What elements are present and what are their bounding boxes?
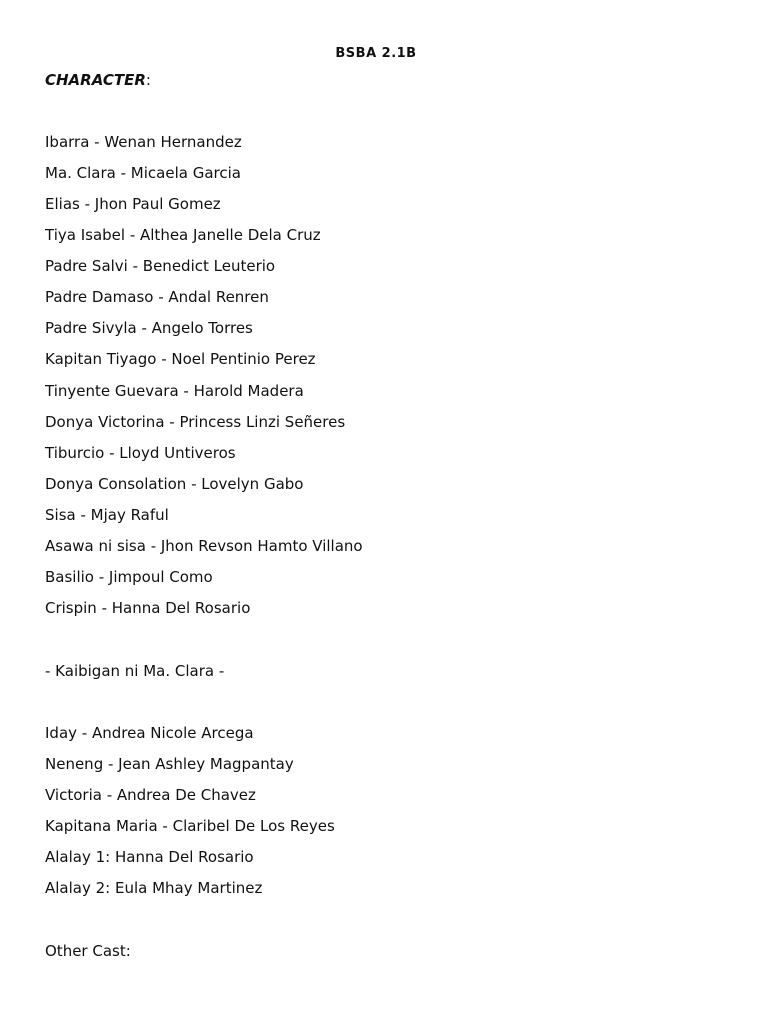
cast-line: Crispin - Hanna Del Rosario [45,599,251,617]
cast-line: Padre Sivyla - Angelo Torres [45,319,253,337]
cast-line: Donya Consolation - Lovelyn Gabo [45,475,304,493]
cast-line: Ma. Clara - Micaela Garcia [45,164,241,182]
friends-subheading: - Kaibigan ni Ma. Clara - [45,662,225,680]
character-heading-word: CHARACTER [45,71,146,89]
friend-cast-line: Victoria - Andrea De Chavez [45,786,256,804]
other-cast-heading: Other Cast: [45,942,131,960]
cast-line: Asawa ni sisa - Jhon Revson Hamto Villano [45,537,363,555]
friend-cast-line: Kapitana Maria - Claribel De Los Reyes [45,817,335,835]
friend-cast-line: Alalay 1: Hanna Del Rosario [45,848,254,866]
cast-line: Padre Salvi - Benedict Leuterio [45,257,276,275]
cast-line: Tinyente Guevara - Harold Madera [45,382,304,400]
character-heading-colon: : [145,71,151,89]
class-code-title: BSBA 2.1B [335,46,417,61]
cast-line: Tiburcio - Lloyd Untiveros [45,444,236,462]
character-heading [45,71,151,89]
cast-line: Ibarra - Wenan Hernandez [45,133,242,151]
friend-cast-line: Alalay 2: Eula Mhay Martinez [45,879,263,897]
cast-line: Donya Victorina - Princess Linzi Señeres [45,413,346,431]
friend-cast-line: Iday - Andrea Nicole Arcega [45,724,254,742]
cast-line: Tiya Isabel - Althea Janelle Dela Cruz [45,226,321,244]
cast-line: Sisa - Mjay Raful [45,506,169,524]
cast-line: Elias - Jhon Paul Gomez [45,195,221,213]
cast-line: Basilio - Jimpoul Como [45,568,213,586]
cast-line: Kapitan Tiyago - Noel Pentinio Perez [45,350,316,368]
friend-cast-line: Neneng - Jean Ashley Magpantay [45,755,294,773]
cast-line: Padre Damaso - Andal Renren [45,288,269,306]
